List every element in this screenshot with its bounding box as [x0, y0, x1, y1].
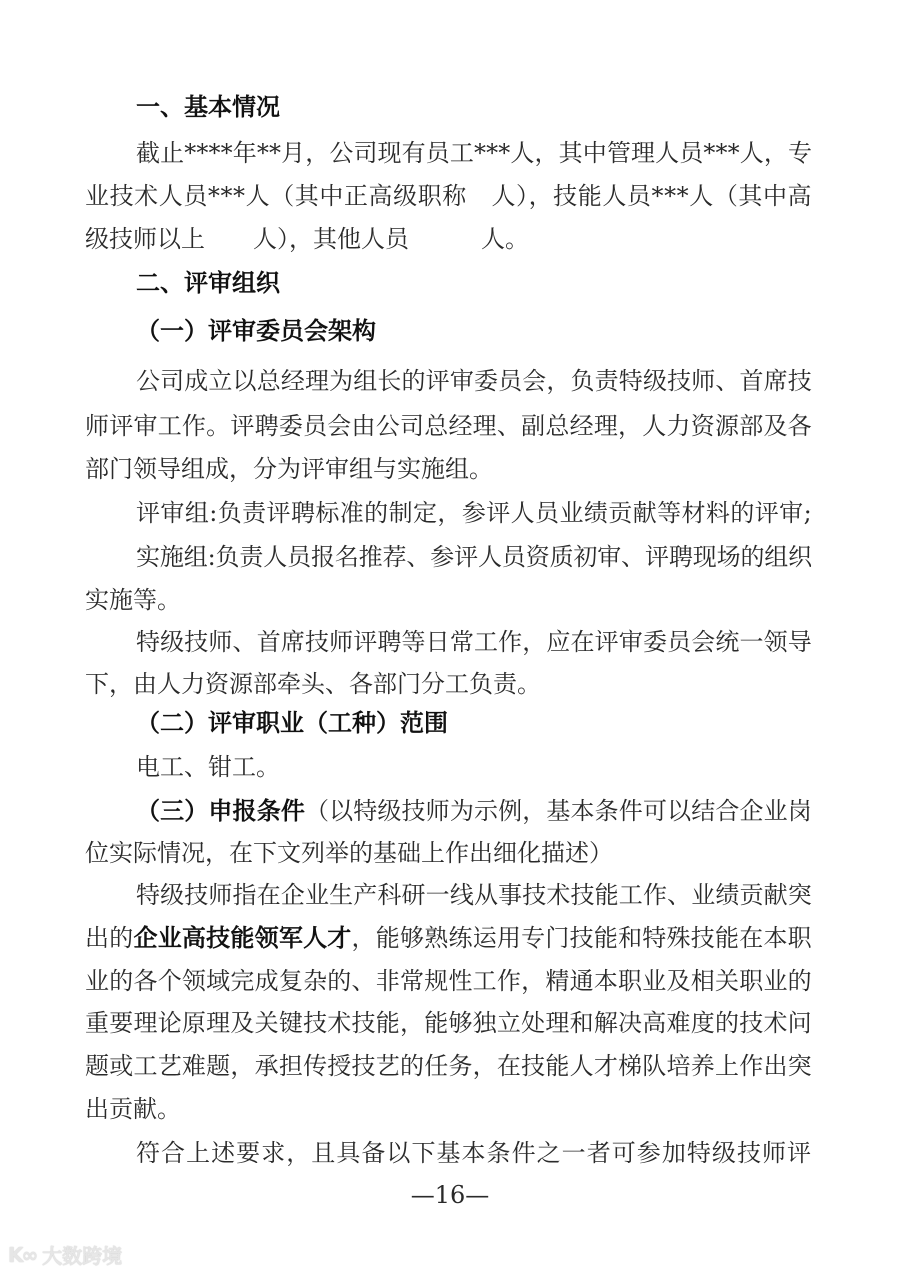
- text-line: [85, 966, 812, 996]
- text-span: 出的: [85, 924, 134, 952]
- text-span: 部门领导组成，分为评审组与实施组。: [85, 455, 493, 483]
- bold-text: 一、基本情况: [136, 92, 280, 121]
- section-heading: [136, 92, 280, 122]
- text-span: 公司成立以总经理为组长的评审委员会，负责特级技师、首席技: [136, 367, 812, 395]
- text-line: [136, 138, 812, 168]
- text-span: 电工、钳工。: [136, 753, 280, 781]
- watermark-logo-icon: K∞: [8, 1242, 37, 1267]
- text-line: [85, 669, 541, 699]
- text-span: （以特级技师为示例，基本条件可以结合企业岗: [304, 797, 812, 825]
- text-span: 业的各个领域完成复杂的、非常规性工作，精通本职业及相关职业的: [85, 967, 812, 995]
- text-line: [85, 454, 493, 484]
- text-line: [85, 1008, 812, 1038]
- text-line: [85, 411, 812, 441]
- text-line: [85, 1051, 812, 1081]
- section-heading: [136, 268, 280, 298]
- text-span: 评审组:负责评聘标准的制定，参评人员业绩贡献等材料的评审;: [136, 499, 813, 527]
- bold-text: 二、评审组织: [136, 268, 280, 297]
- text-line: [136, 627, 812, 657]
- text-span: 特级技师指在企业生产科研一线从事技术技能工作、业绩贡献突: [136, 881, 812, 909]
- text-span: ，能够熟练运用专门技能和特殊技能在本职: [351, 924, 812, 952]
- text-line: [136, 1138, 812, 1168]
- text-span: 重要理论原理及关键技术技能，能够独立处理和解决高难度的技术问: [85, 1009, 812, 1037]
- text-span: 符合上述要求，且具备以下基本条件之一者可参加特级技师评: [136, 1139, 813, 1167]
- text-span: 实施等。: [85, 586, 181, 614]
- page-number: —16—: [410, 1181, 490, 1209]
- text-line: [136, 796, 812, 826]
- text-line: [85, 585, 181, 615]
- text-line: [136, 542, 812, 572]
- bold-text: 企业高技能领军人才: [133, 923, 352, 952]
- text-line: [85, 838, 613, 868]
- text-span: 师评审工作。评聘委员会由公司总经理、副总经理，人力资源部及各: [85, 412, 812, 440]
- text-span: 题或工艺难题，承担传授技艺的任务，在技能人才梯队培养上作出突: [85, 1052, 812, 1080]
- text-line: [85, 923, 812, 953]
- text-span: 下，由人力资源部牵头、各部门分工负责。: [85, 670, 541, 698]
- text-span: 实施组:负责人员报名推荐、参评人员资质初审、评聘现场的组织: [136, 543, 813, 571]
- watermark: [8, 1240, 122, 1269]
- text-span: 位实际情况，在下文列举的基础上作出细化描述）: [85, 839, 613, 867]
- text-line: [85, 1094, 181, 1124]
- bold-text: （三）申报条件: [136, 796, 305, 825]
- section-heading: [136, 316, 376, 346]
- text-line: [136, 498, 812, 528]
- bold-text: （一）评审委员会架构: [136, 316, 376, 345]
- text-line: [85, 181, 812, 211]
- text-span: 级技师以上 人），其他人员 人。: [85, 225, 529, 253]
- text-span: 特级技师、首席技师评聘等日常工作，应在评审委员会统一领导: [136, 628, 812, 656]
- text-span: 截止****年**月，公司现有员工***人，其中管理人员***人，专: [136, 139, 813, 167]
- text-span: 出贡献。: [85, 1095, 181, 1123]
- text-span: 业技术人员***人（其中正高级职称 人），技能人员***人（其中高: [85, 182, 813, 210]
- text-line: [136, 752, 280, 782]
- text-line: [136, 880, 812, 910]
- watermark-text: 大数跨境: [42, 1244, 123, 1268]
- text-line: [85, 224, 529, 254]
- bold-text: （二）评审职业（工种）范围: [136, 708, 448, 737]
- text-line: [136, 366, 812, 396]
- section-heading: [136, 708, 448, 738]
